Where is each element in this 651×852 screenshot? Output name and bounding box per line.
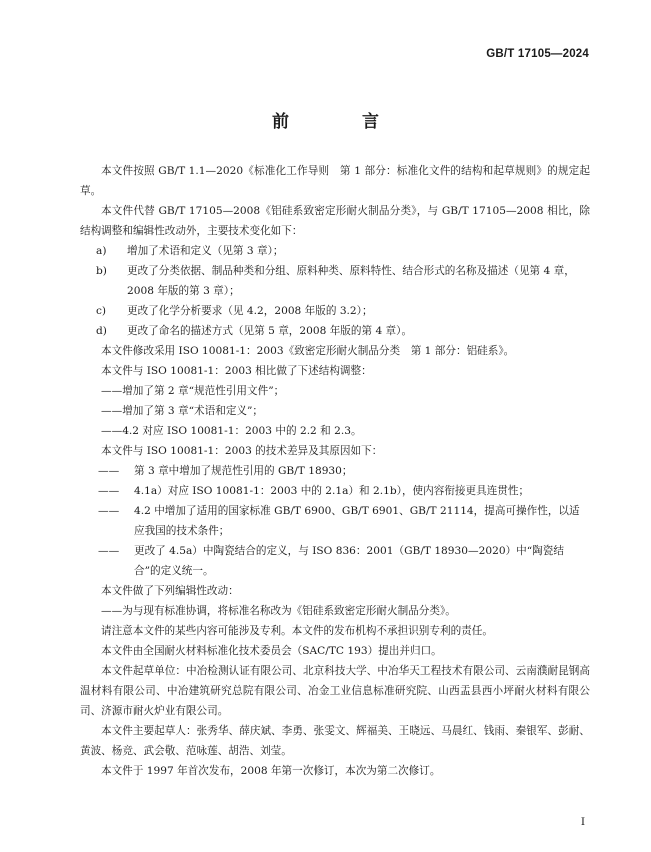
- list-item: [80, 241, 590, 261]
- page-title: 前 言: [272, 112, 407, 132]
- paragraph-drafters: 本文件主要起草人：张秀华、薛庆斌、李勇、张雯文、辉福美、王晓远、马晨红、钱雨、秦银军、彭耐、黄波、杨竞、武会敬、范咏莲、胡浩、刘莹。: [80, 725, 590, 757]
- list-item-text: 4.1a）对应 ISO 10081-1：2003 中的 2.1a）和 2.1b），使内容衔接更具连贯性；: [134, 485, 530, 497]
- list-item: [80, 301, 590, 321]
- paragraph-structure-changes: 本文件与 ISO 10081-1：2003 相比做了下述结构调整：: [101, 365, 372, 377]
- paragraph-drafting-rules: 本文件按照 GB/T 1.1—2020《标准化工作导则 第 1 部分：标准化文件的结构和起草规则》的规定起草。: [80, 165, 590, 197]
- list-item: [80, 261, 590, 301]
- dash-marker: ——: [98, 465, 120, 477]
- list-item: ——增加了第 2 章“规范性引用文件”；: [101, 385, 285, 397]
- foreword-body: [80, 161, 590, 781]
- paragraph-proposer: 本文件由全国耐火材料标准化技术委员会（SAC/TC 193）提出并归口。: [101, 645, 442, 657]
- dash-marker: ——: [98, 545, 120, 557]
- list-item-label: a): [96, 245, 107, 257]
- list-item: [80, 461, 590, 481]
- list-item-text: 第 3 章中增加了规范性引用的 GB/T 18930；: [134, 465, 353, 477]
- paragraph-drafting-units: 本文件起草单位：中冶检测认证有限公司、北京科技大学、中冶华天工程技术有限公司、云南濮耐昆钢高温材料有限公司、中冶建筑研究总院有限公司、冶金工业信息标准研究院、山西盂县西小坪耐火材料有限公司、济源市耐火炉业有限公司。: [80, 665, 590, 717]
- list-item-label: b): [96, 265, 107, 277]
- dash-marker: ——: [98, 485, 120, 497]
- list-item-label: c): [96, 305, 107, 317]
- paragraph-technical-differences: 本文件与 ISO 10081-1：2003 的技术差异及其原因如下：: [101, 445, 383, 457]
- paragraph-history: 本文件于 1997 年首次发布，2008 年第一次修订，本次为第二次修订。: [101, 765, 441, 777]
- page-number: I: [580, 816, 585, 828]
- standard-code: GB/T 17105—2024: [486, 48, 589, 60]
- list-item: ——4.2 对应 ISO 10081-1：2003 中的 2.2 和 2.3。: [101, 425, 362, 437]
- list-item-text: 更改了命名的描述方式（见第 5 章，2008 年版的第 4 章）。: [127, 325, 413, 337]
- list-item: [80, 321, 590, 341]
- list-item: [80, 501, 590, 541]
- list-item: ——增加了第 3 章“术语和定义”；: [101, 405, 264, 417]
- list-item: [80, 481, 590, 501]
- paragraph-patent-notice: 请注意本文件的某些内容可能涉及专利。本文件的发布机构不承担识别专利的责任。: [101, 625, 493, 637]
- list-item: ——为与现有标准协调，将标准名称改为《铝硅系致密定形耐火制品分类》。: [101, 605, 456, 617]
- dash-marker: ——: [98, 505, 120, 517]
- paragraph-editorial-changes: 本文件做了下列编辑性改动：: [101, 585, 239, 597]
- list-item-text: 更改了化学分析要求（见 4.2，2008 年版的 3.2）；: [127, 305, 373, 317]
- list-item-text: 4.2 中增加了适用的国家标准 GB/T 6900、GB/T 6901、GB/T 21114，提高可操作性，以适应我国的技术条件；: [134, 505, 580, 537]
- list-item: [80, 541, 590, 581]
- list-item-label: d): [96, 325, 107, 337]
- list-item-text: 更改了分类依据、制品种类和分组、原料种类、原料特性、结合形式的名称及描述（见第 4 章，2008 年版的第 3 章）；: [127, 265, 575, 297]
- paragraph-replacement: 本文件代替 GB/T 17105—2008《铝硅系致密定形耐火制品分类》，与 GB/T 17105—2008 相比，除结构调整和编辑性改动外，主要技术变化如下：: [80, 205, 590, 237]
- list-item-text: 增加了术语和定义（见第 3 章）；: [127, 245, 284, 257]
- paragraph-iso-adoption: 本文件修改采用 ISO 10081-1：2003《致密定形耐火制品分类 第 1 部分：铝硅系》。: [101, 345, 515, 357]
- list-item-text: 更改了 4.5a）中陶瓷结合的定义，与 ISO 836：2001（GB/T 18930—2020）中“陶瓷结合”的定义统一。: [134, 545, 564, 577]
